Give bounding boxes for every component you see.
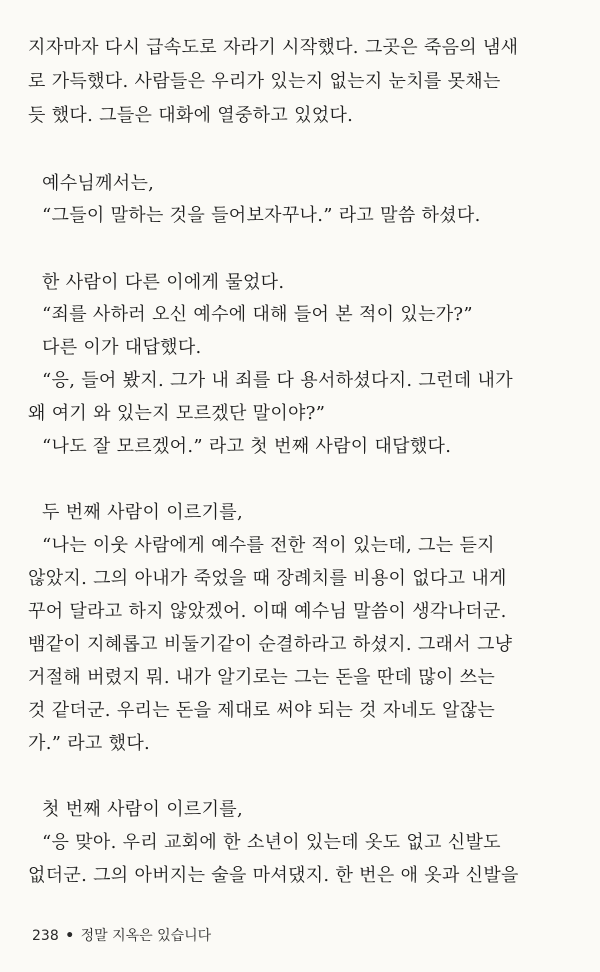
text-line: 두 번째 사람이 이르기를,	[42, 502, 243, 523]
text-line: “나는 이웃 사람에게 예수를 전한 적이 있는데, 그는 듣지	[42, 535, 495, 556]
page-number: 238	[32, 928, 59, 944]
footer-bullet: •	[65, 928, 75, 944]
text-line: 지자마자 다시 급속도로 자라기 시작했다. 그곳은 죽음의 냄새	[28, 37, 519, 58]
text-line: 뱀같이 지혜롭고 비둘기같이 순결하라고 하셨지. 그래서 그냥	[28, 634, 513, 655]
text-line: 않았지. 그의 아내가 죽었을 때 장례치를 비용이 없다고 내게	[28, 568, 507, 589]
text-line: 한 사람이 다른 이에게 물었다.	[42, 272, 285, 293]
text-line: “그들이 말하는 것을 들어보자꾸나.” 라고 말씀 하셨다.	[42, 205, 481, 226]
text-line: “나도 잘 모르겠어.” 라고 첫 번째 사람이 대답했다.	[42, 436, 452, 457]
text-line: 꾸어 달라고 하지 않았겠어. 이때 예수님 말씀이 생각나더군.	[28, 601, 507, 622]
text-line: 첫 번째 사람이 이르기를,	[42, 799, 243, 820]
text-line: 다른 이가 대답했다.	[42, 337, 202, 358]
text-line: 가.” 라고 했다.	[28, 733, 151, 754]
text-line: 로 가득했다. 사람들은 우리가 있는지 없는지 눈치를 못채는	[28, 71, 501, 92]
text-line: 거절해 버렸지 뭐. 내가 알기로는 그는 돈을 딴데 많이 쓰는	[28, 667, 496, 688]
text-line: 없더군. 그의 아버지는 술을 마셔댔지. 한 번은 애 옷과 신발을	[28, 865, 519, 886]
text-line: 듯 했다. 그들은 대화에 열중하고 있었다.	[28, 105, 354, 126]
text-line: 예수님께서는,	[42, 173, 155, 194]
text-line: 것 같더군. 우리는 돈을 제대로 써야 되는 것 자네도 알잖는	[28, 700, 496, 721]
page-footer	[32, 926, 211, 946]
text-line: “응, 들어 봤지. 그가 내 죄를 다 용서하셨다지. 그런데 내가	[42, 370, 513, 391]
text-line: “죄를 사하러 오신 예수에 대해 들어 본 적이 있는가?”	[42, 304, 473, 325]
text-line: 왜 여기 와 있는지 모르겠단 말이야?”	[28, 403, 326, 424]
text-line: “응 맞아. 우리 교회에 한 소년이 있는데 옷도 없고 신발도	[42, 832, 501, 853]
book-title: 정말 지옥은 있습니다	[80, 928, 212, 944]
